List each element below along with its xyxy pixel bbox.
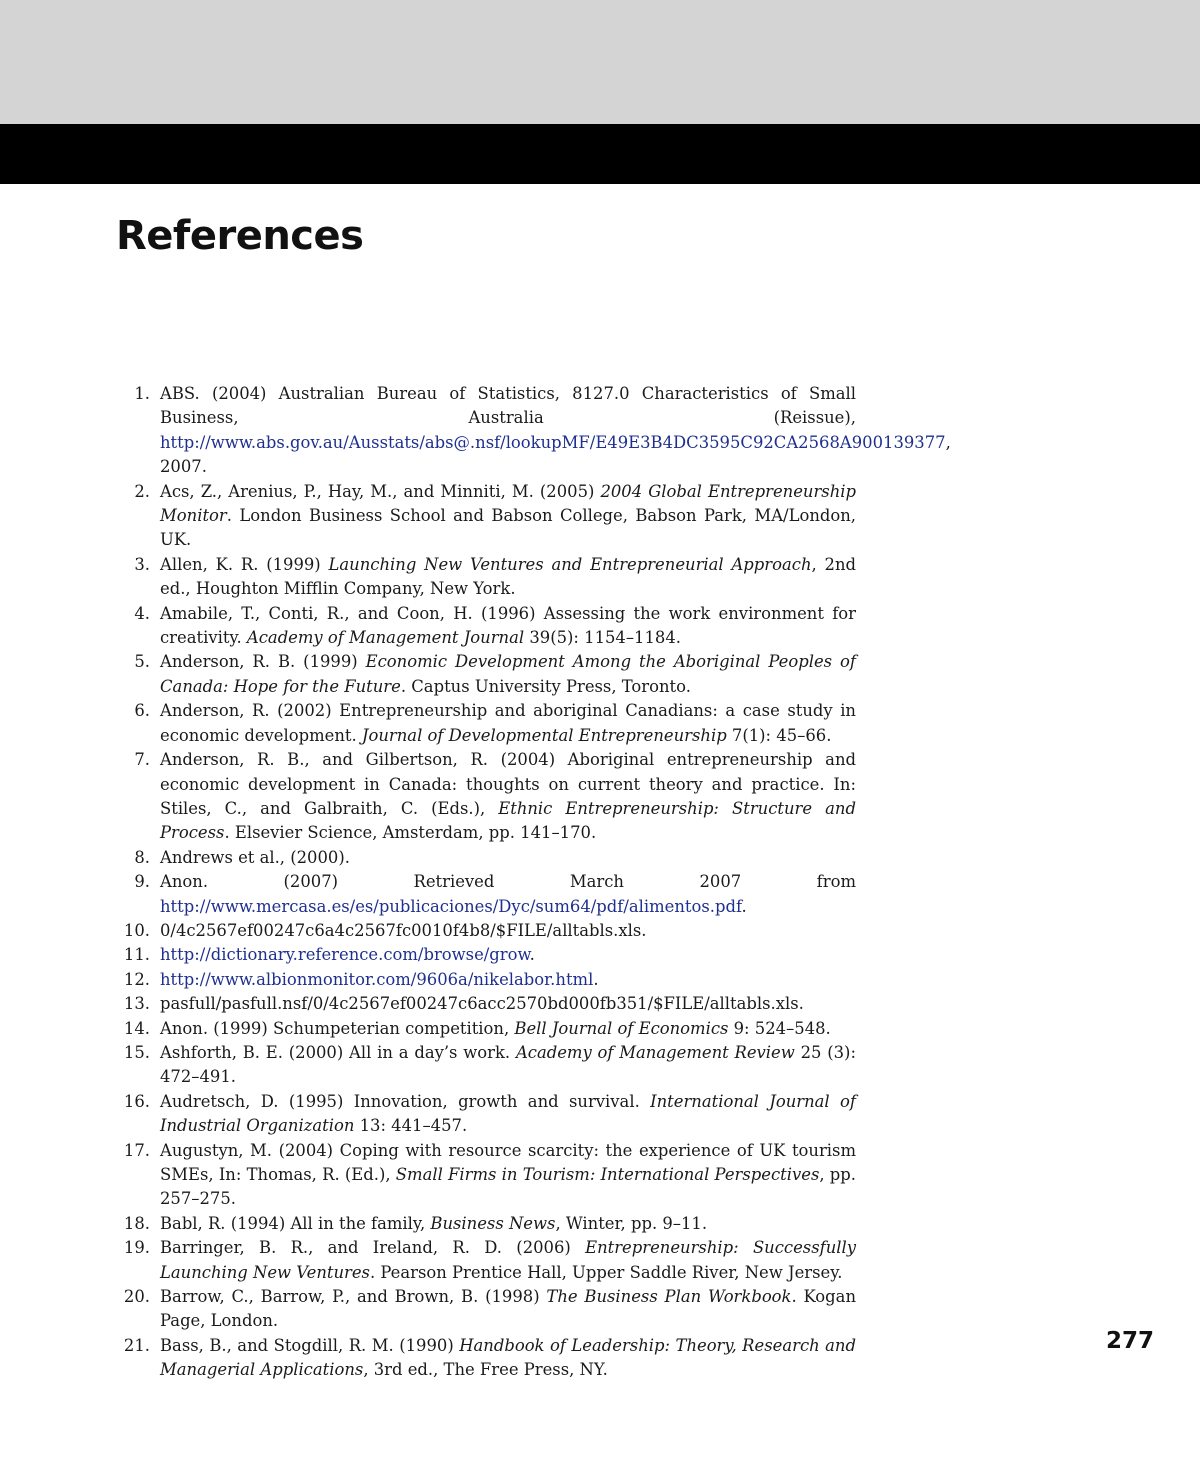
reference-text: Anderson, R. B. (1999) bbox=[160, 652, 366, 672]
reference-text: , Winter, pp. 9–11. bbox=[555, 1213, 708, 1233]
reference-text: . London Business School and Babson College, Babson Park, MA/London, UK. bbox=[160, 506, 856, 550]
reference-text: Ashforth, B. E. (2000) All in a day’s work. bbox=[160, 1042, 516, 1062]
reference-item bbox=[0, 870, 856, 919]
reference-text: Anon. (1999) Schumpeterian competition, bbox=[160, 1018, 515, 1038]
reference-item bbox=[0, 382, 951, 480]
reference-number: 15. bbox=[123, 1042, 150, 1062]
reference-italic-title: Business News bbox=[430, 1213, 556, 1233]
reference-item bbox=[0, 1285, 856, 1334]
reference-text: . Captus University Press, Toronto. bbox=[400, 676, 691, 696]
reference-text: Acs, Z., Arenius, P., Hay, M., and Minniti, M. (2005) bbox=[160, 481, 601, 501]
page-title: References bbox=[116, 213, 364, 259]
reference-number: 3. bbox=[134, 554, 150, 574]
reference-text: . bbox=[741, 896, 747, 916]
reference-item bbox=[0, 699, 856, 748]
reference-text: , pp. 257–275. bbox=[160, 1165, 856, 1209]
reference-number: 17. bbox=[123, 1140, 150, 1160]
reference-text: 7(1): 45–66. bbox=[726, 725, 832, 745]
reference-number: 1. bbox=[134, 384, 150, 403]
reference-number: 5. bbox=[134, 652, 150, 672]
reference-italic-title: Ethnic Entrepreneurship: Structure and Process bbox=[160, 798, 856, 843]
reference-item bbox=[0, 602, 856, 651]
reference-text: , 2007. bbox=[160, 432, 951, 477]
reference-number: 2. bbox=[134, 481, 150, 501]
reference-item bbox=[0, 846, 856, 870]
reference-number: 7. bbox=[134, 750, 150, 770]
reference-number: 13. bbox=[123, 994, 150, 1014]
reference-italic-title: Entrepreneurship: Successfully Launching New Ventures bbox=[160, 1238, 856, 1282]
reference-item bbox=[0, 650, 856, 699]
top-gray-band bbox=[0, 0, 1200, 124]
reference-italic-title: International Journal of Industrial Organization bbox=[160, 1091, 856, 1136]
reference-text: Barringer, B. R., and Ireland, R. D. (2006) bbox=[160, 1238, 586, 1258]
reference-item bbox=[0, 553, 856, 602]
reference-number: 6. bbox=[134, 701, 150, 721]
reference-number: 8. bbox=[134, 847, 150, 867]
reference-item bbox=[0, 1139, 856, 1212]
reference-number: 16. bbox=[123, 1091, 150, 1111]
reference-text: 9: 524–548. bbox=[728, 1018, 831, 1038]
reference-text: , 3rd ed., The Free Press, NY. bbox=[363, 1360, 608, 1380]
reference-text: 13: 441–457. bbox=[354, 1116, 468, 1136]
reference-number: 12. bbox=[123, 969, 150, 989]
page-number: 277 bbox=[1106, 1328, 1155, 1354]
reference-italic-title: Handbook of Leadership: Theory, Research and Managerial Applications bbox=[160, 1335, 856, 1380]
reference-text: Anon. (2007) Retrieved March 2007 from bbox=[160, 872, 856, 892]
reference-italic-title: Bell Journal of Economics bbox=[514, 1018, 729, 1038]
reference-text: Babl, R. (1994) All in the family, bbox=[160, 1213, 431, 1233]
reference-text: Amabile, T., Conti, R., and Coon, H. (1996) Assessing the work environment for creativity. bbox=[160, 603, 856, 648]
reference-italic-title: The Business Plan Workbook bbox=[546, 1287, 792, 1307]
reference-item bbox=[0, 1212, 856, 1236]
reference-number: 21. bbox=[123, 1335, 150, 1355]
reference-number: 9. bbox=[134, 872, 150, 892]
reference-text: 0/4c2567ef00247c6a4c2567fc0010f4b8/$FILE/alltabls.xls. bbox=[160, 920, 647, 940]
reference-text: . Pearson Prentice Hall, Upper Saddle River, New Jersey. bbox=[369, 1262, 843, 1282]
reference-item bbox=[0, 1236, 856, 1285]
reference-italic-title: Economic Development Among the Aboriginal Peoples of Canada: Hope for the Future bbox=[160, 652, 856, 696]
reference-number: 10. bbox=[123, 920, 150, 940]
reference-text: . Kogan Page, London. bbox=[160, 1287, 856, 1331]
reference-text: pasfull/pasfull.nsf/0/4c2567ef00247c6acc2570bd000fb351/$FILE/alltabls.xls. bbox=[160, 994, 804, 1014]
reference-item bbox=[0, 943, 856, 967]
reference-text: , 2nd ed., Houghton Mifflin Company, New York. bbox=[160, 554, 856, 599]
reference-text: . Elsevier Science, Amsterdam, pp. 141–170. bbox=[224, 823, 597, 843]
reference-italic-title: Small Firms in Tourism: International Perspectives bbox=[395, 1165, 820, 1184]
reference-text: Augustyn, M. (2004) Coping with resource scarcity: the experience of UK tourism SMEs, In: Thomas, R. (Ed.), bbox=[160, 1140, 856, 1184]
reference-item bbox=[0, 1017, 856, 1041]
reference-italic-title: Launching New Ventures and Entrepreneurial Approach bbox=[328, 554, 812, 574]
reference-link[interactable]: http://dictionary.reference.com/browse/grow bbox=[160, 945, 530, 965]
reference-item bbox=[0, 1090, 856, 1139]
reference-italic-title: 2004 Global Entrepreneurship Monitor bbox=[160, 481, 856, 526]
reference-text: Anderson, R. B., and Gilbertson, R. (2004) Aboriginal entrepreneurship and economic development in Canada: thoughts on current theory and practice. In: Stiles, C., and Galbraith, C. (Eds.), bbox=[160, 750, 856, 818]
reference-link[interactable]: http://www.albionmonitor.com/9606a/nikelabor.html bbox=[160, 969, 594, 989]
reference-text: Barrow, C., Barrow, P., and Brown, B. (1998) bbox=[160, 1287, 547, 1307]
reference-text: Bass, B., and Stogdill, R. M. (1990) bbox=[160, 1335, 460, 1355]
reference-item bbox=[0, 1334, 856, 1383]
reference-item bbox=[0, 992, 856, 1016]
reference-link[interactable]: http://www.abs.gov.au/Ausstats/abs@.nsf/lookupMF/E49E3B4DC3595C92CA2568A900139377 bbox=[160, 432, 946, 452]
reference-number: 18. bbox=[123, 1213, 150, 1233]
references-list bbox=[0, 382, 1200, 1383]
reference-text: . bbox=[593, 969, 599, 989]
reference-number: 19. bbox=[123, 1238, 150, 1258]
reference-item bbox=[0, 480, 856, 553]
reference-text: Anderson, R. (2002) Entrepreneurship and aboriginal Canadians: a case study in economic development. bbox=[160, 701, 856, 745]
reference-text: . bbox=[529, 945, 535, 965]
reference-italic-title: Academy of Management Review bbox=[515, 1042, 795, 1062]
black-header-band bbox=[0, 124, 1200, 184]
reference-italic-title: Academy of Management Journal bbox=[246, 628, 525, 648]
reference-item bbox=[0, 1041, 856, 1090]
reference-text: Allen, K. R. (1999) bbox=[160, 554, 329, 574]
reference-number: 14. bbox=[123, 1018, 150, 1038]
reference-italic-title: Journal of Developmental Entrepreneurship bbox=[361, 725, 727, 745]
reference-number: 20. bbox=[123, 1287, 150, 1307]
reference-number: 11. bbox=[123, 945, 150, 965]
reference-item bbox=[0, 919, 856, 943]
reference-item bbox=[0, 968, 856, 992]
reference-text: 25 (3): 472–491. bbox=[160, 1042, 856, 1087]
reference-text: 39(5): 1154–1184. bbox=[524, 628, 681, 648]
reference-text: ABS. (2004) Australian Bureau of Statistics, 8127.0 Characteristics of Small Business, Australia (Reissue), bbox=[160, 384, 856, 428]
reference-link[interactable]: http://www.mercasa.es/es/publicaciones/Dyc/sum64/pdf/alimentos.pdf bbox=[160, 896, 742, 916]
reference-number: 4. bbox=[134, 603, 150, 623]
reference-text: Audretsch, D. (1995) Innovation, growth and survival. bbox=[160, 1091, 651, 1111]
reference-text: Andrews et al., (2000). bbox=[160, 847, 350, 867]
reference-item bbox=[0, 748, 856, 846]
